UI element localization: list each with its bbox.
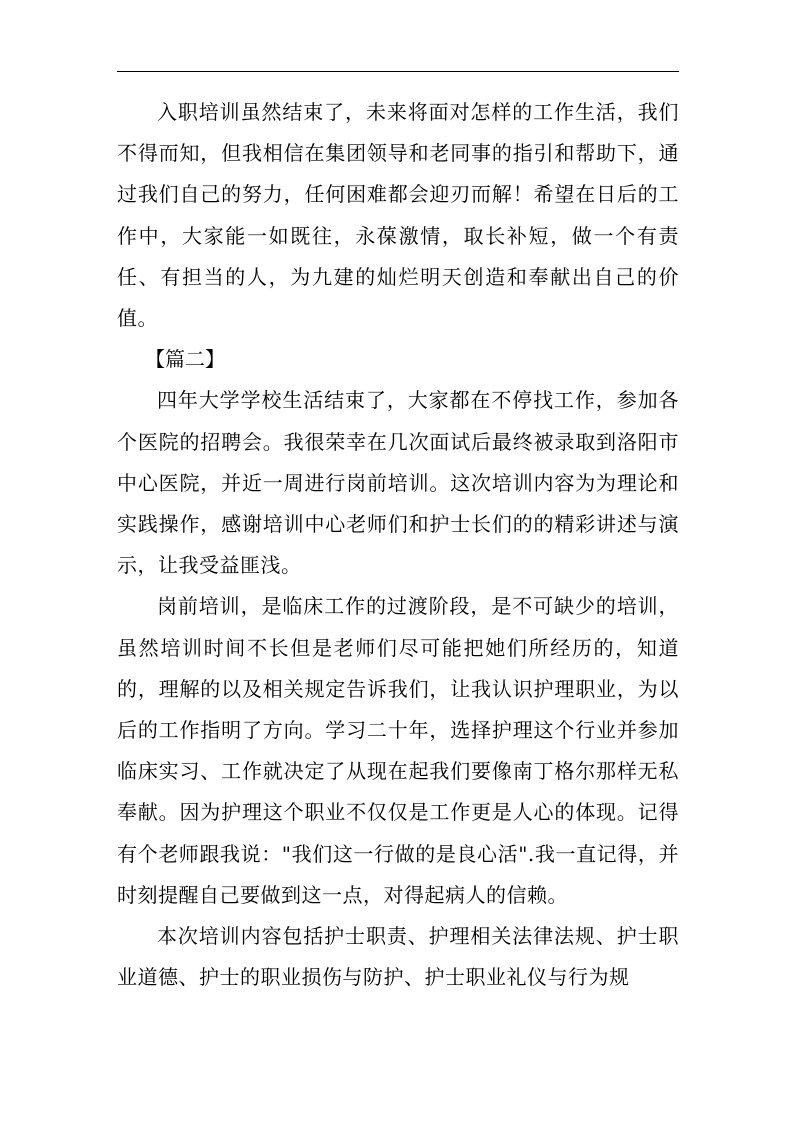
document-body <box>117 92 679 998</box>
paragraph-job-search: 四年大学学校生活结束了，大家都在不停找工作，参加各个医院的招聘会。我很荣幸在几次面试后最终被录取到洛阳市中心医院，并近一周进行岗前培训。这次培训内容为为理论和实践操作，感谢培训中心老师们和护士长们的的精彩讲述与演示，让我受益匪浅。 <box>117 388 679 578</box>
section-heading-part-two: 【篇二】 <box>145 347 225 372</box>
paragraph-training-content: 本次培训内容包括护士职责、护理相关法律法规、护士职业道德、护士的职业损伤与防护、护士职业礼仪与行为规 <box>117 924 679 990</box>
paragraph-pre-job-training: 岗前培训，是临床工作的过渡阶段，是不可缺少的培训，虽然培训时间不长但是老师们尽可能把她们所经历的，知道的，理解的以及相关规定告诉我们，让我认识护理职业，为以后的工作指明了方向。学习二十年，选择护理这个行业并参加临床实习、工作就决定了从现在起我们要像南丁格尔那样无私奉献。因为护理这个职业不仅仅是工作更是人心的体现。记得有个老师跟我说："我们这一行做的是良心活".我一直记得，并时刻提醒自己要做到这一点，对得起病人的信赖。 <box>117 594 679 907</box>
header-rule <box>117 71 679 72</box>
paragraph-closing-training: 入职培训虽然结束了，未来将面对怎样的工作生活，我们不得而知，但我相信在集团领导和老同事的指引和帮助下，通过我们自己的努力，任何困难都会迎刃而解！希望在日后的工作中，大家能一如既往，永葆激情，取长补短，做一个有责任、有担当的人，为九建的灿烂明天创造和奉献出自己的价值。 <box>117 100 679 331</box>
